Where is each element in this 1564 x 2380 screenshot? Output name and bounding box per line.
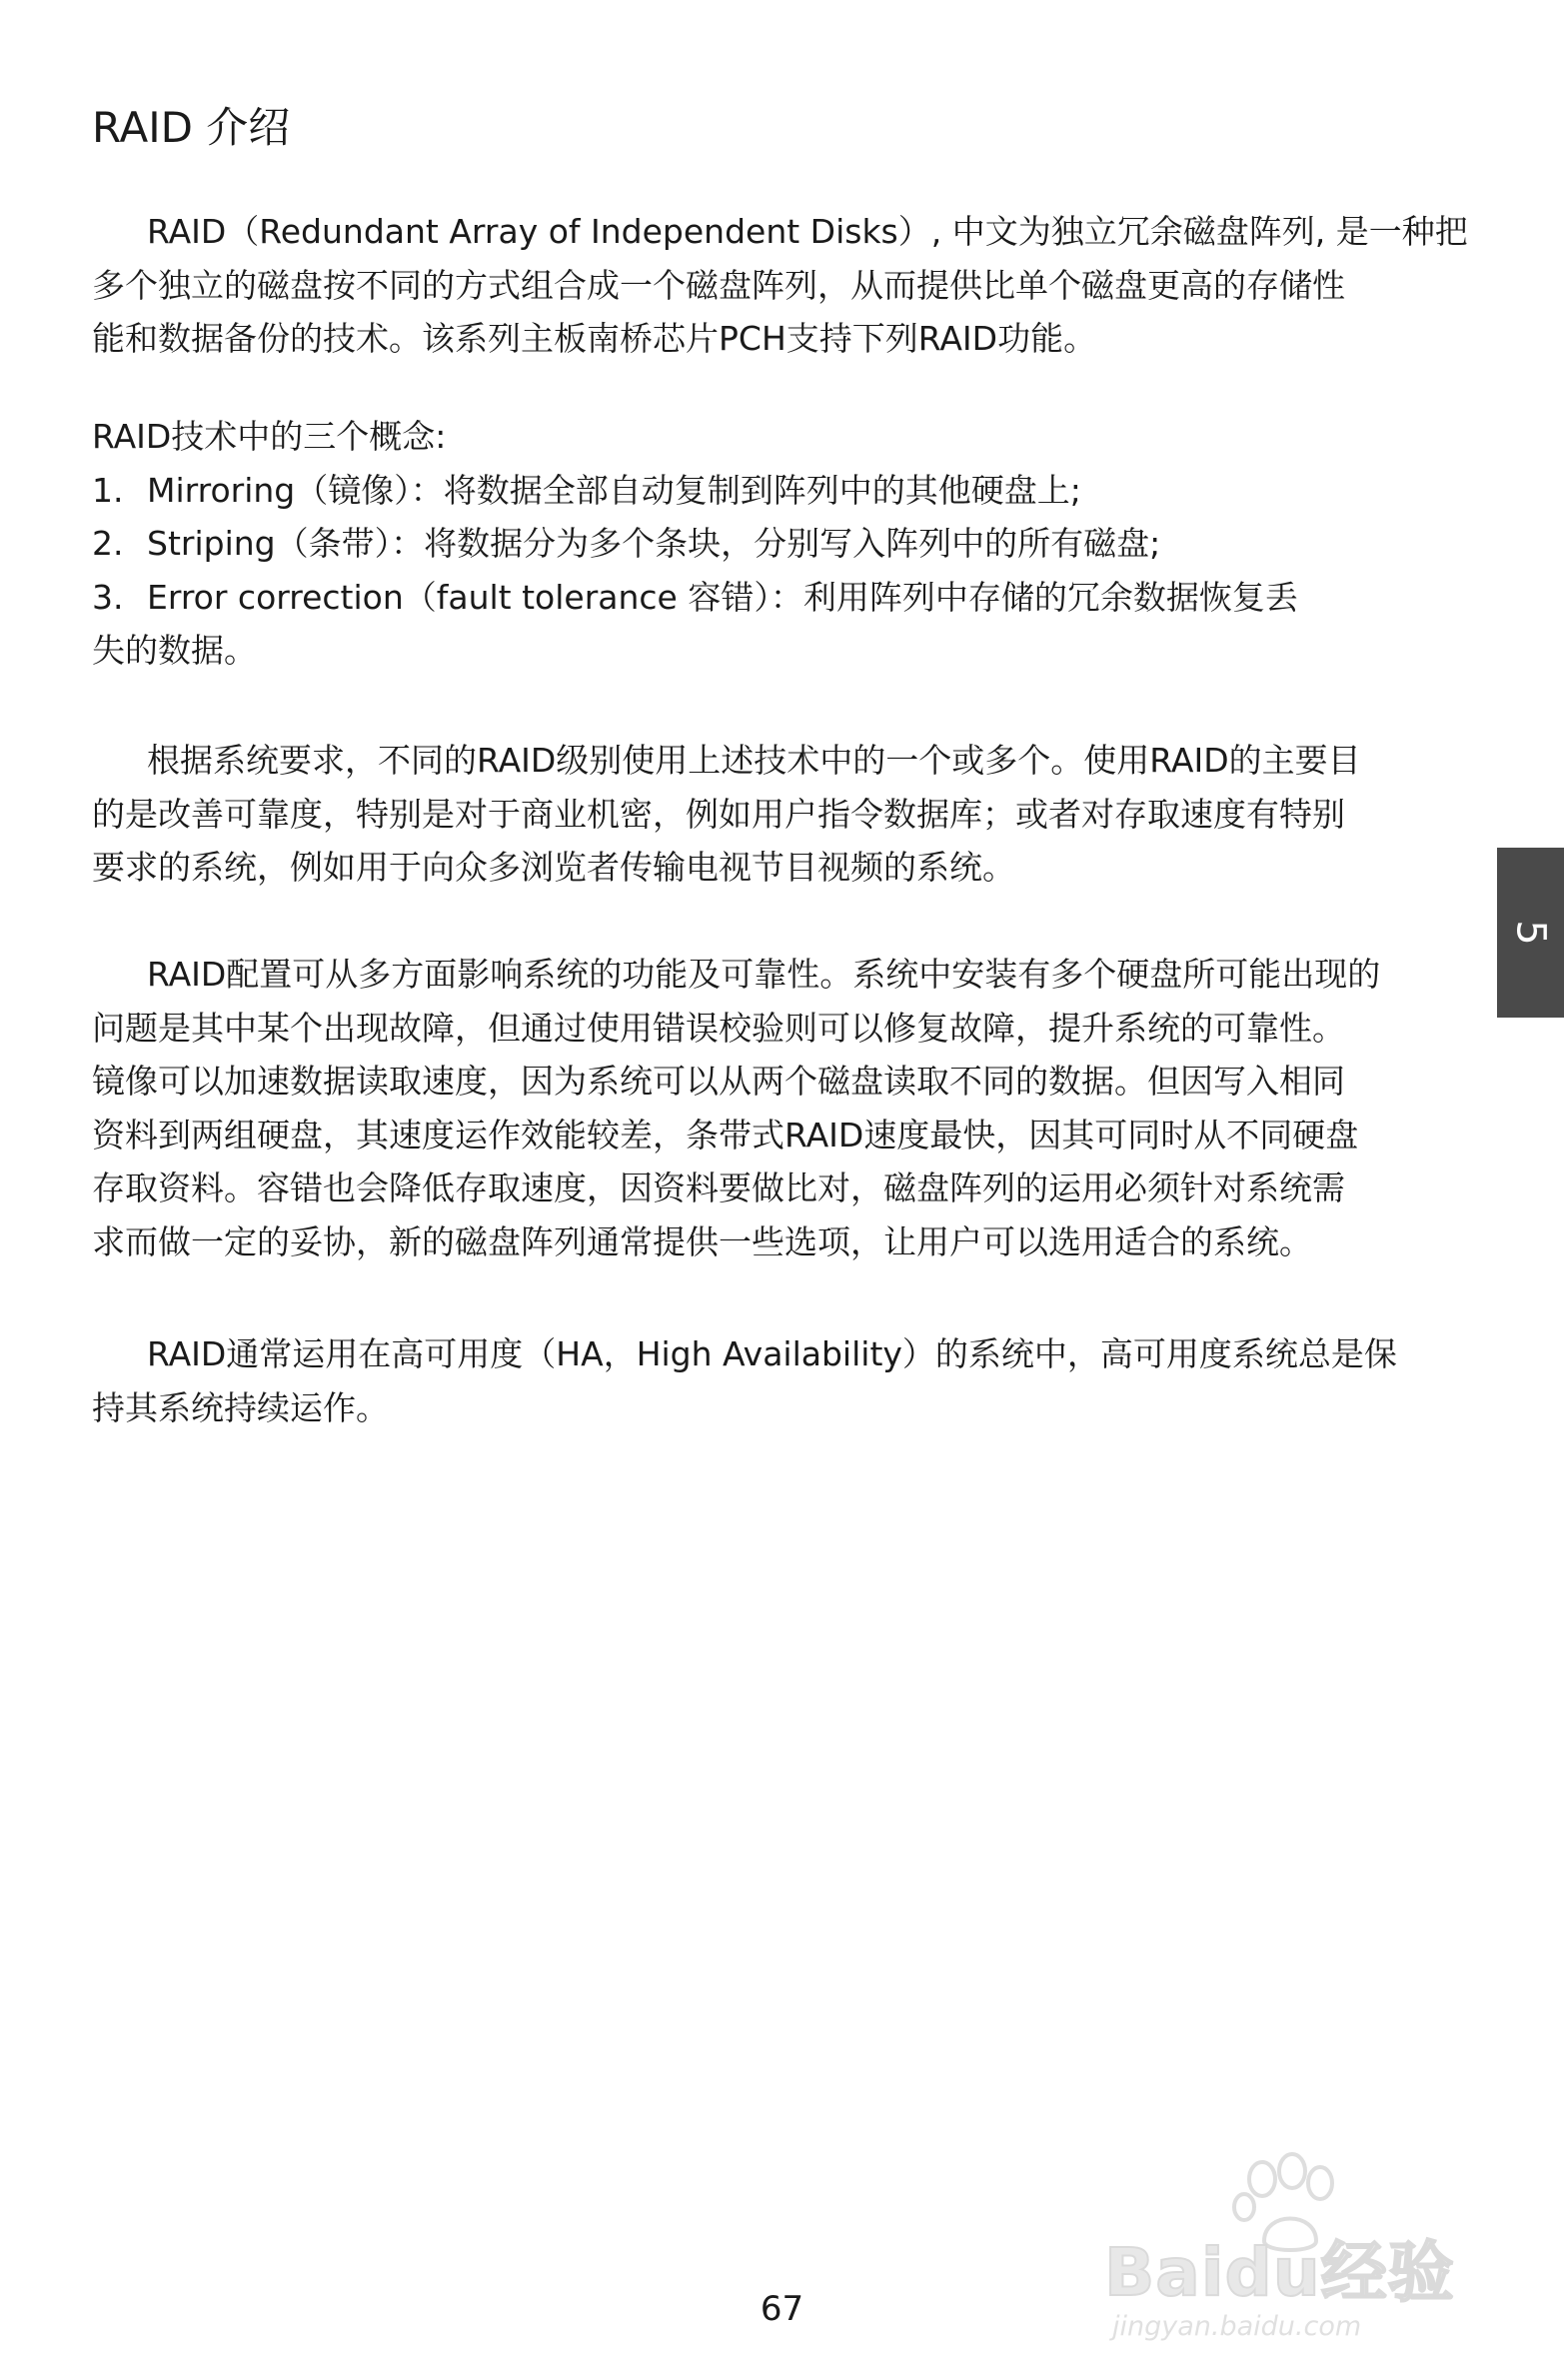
paragraph-line: 资料到两组硬盘，其速度运作效能较差，条带式RAID速度最快，因其可同时从不同硬盘 (92, 1115, 1359, 1155)
page-number: 67 (760, 2289, 804, 2329)
paragraph-line: 问题是其中某个出现故障，但通过使用错误校验则可以修复故障，提升系统的可靠性。 (92, 1008, 1345, 1048)
paragraph-line: 求而做一定的妥协，新的磁盘阵列通常提供一些选项，让用户可以选用适合的系统。 (92, 1221, 1312, 1261)
list-item-number: 2. (92, 524, 124, 563)
paragraph-line: 存取资料。容错也会降低存取速度，因资料要做比对，磁盘阵列的运用必须针对系统需 (92, 1169, 1345, 1207)
chapter-tab (1497, 848, 1564, 1018)
intro-line: 多个独立的磁盘按不同的方式组合成一个磁盘阵列，从而提供比单个磁盘更高的存储性 (92, 265, 1345, 305)
paragraph-line: 持其系统持续运作。 (92, 1387, 389, 1427)
list-item-text: Striping（条带）：将数据分为多个条块，分别写入阵列中的所有磁盘; (147, 524, 1161, 563)
concepts-heading: RAID技术中的三个概念: (92, 417, 447, 456)
intro-line: 能和数据备份的技术。该系列主板南桥芯片PCH支持下列RAID功能。 (92, 319, 1097, 358)
paragraph-line: RAID通常运用在高可用度（HA，High Availability）的系统中，高可用度系统总是保 (147, 1334, 1397, 1373)
paragraph-raid-config (92, 948, 1476, 1268)
intro-paragraph (92, 205, 1476, 366)
list-item (92, 464, 1476, 518)
chapter-number: 5 (1507, 920, 1554, 946)
list-item-continuation: 失的数据。 (92, 631, 257, 670)
paragraph-line: RAID配置可从多方面影响系统的功能及可靠性。系统中安装有多个硬盘所可能出现的 (147, 955, 1381, 994)
intro-line: RAID（Redundant Array of Independent Disks）, 中文为独立冗余磁盘阵列, 是一种把 (147, 212, 1468, 251)
list-item-text: Error correction（fault tolerance 容错）：利用阵列中存储的冗余数据恢复丢 (147, 577, 1298, 617)
concepts-list (92, 410, 1476, 678)
watermark-logo: Baidu经验 (1104, 2234, 1455, 2311)
paragraph-line: 镜像可以加速数据读取速度，因为系统可以从两个磁盘读取不同的数据。但因写入相同 (92, 1062, 1345, 1101)
list-item-number: 1. (92, 470, 124, 510)
paragraph-line: 的是改善可靠度，特别是对于商业机密，例如用户指令数据库；或者对存取速度有特别 (92, 794, 1345, 834)
paragraph-line: 要求的系统，例如用于向众多浏览者传输电视节目视频的系统。 (92, 848, 1015, 887)
list-item (92, 571, 1476, 625)
list-item-text: Mirroring（镜像）：将数据全部自动复制到阵列中的其他硬盘上; (147, 470, 1081, 510)
paragraph-high-availability (92, 1327, 1476, 1434)
paragraph-raid-levels (92, 734, 1476, 895)
list-item (92, 517, 1476, 571)
watermark-url: jingyan.baidu.com (1112, 2311, 1362, 2342)
paragraph-line: 根据系统要求，不同的RAID级别使用上述技术中的一个或多个。使用RAID的主要目 (147, 741, 1361, 780)
list-item-number: 3. (92, 577, 124, 617)
page-title: RAID 介绍 (92, 103, 291, 152)
